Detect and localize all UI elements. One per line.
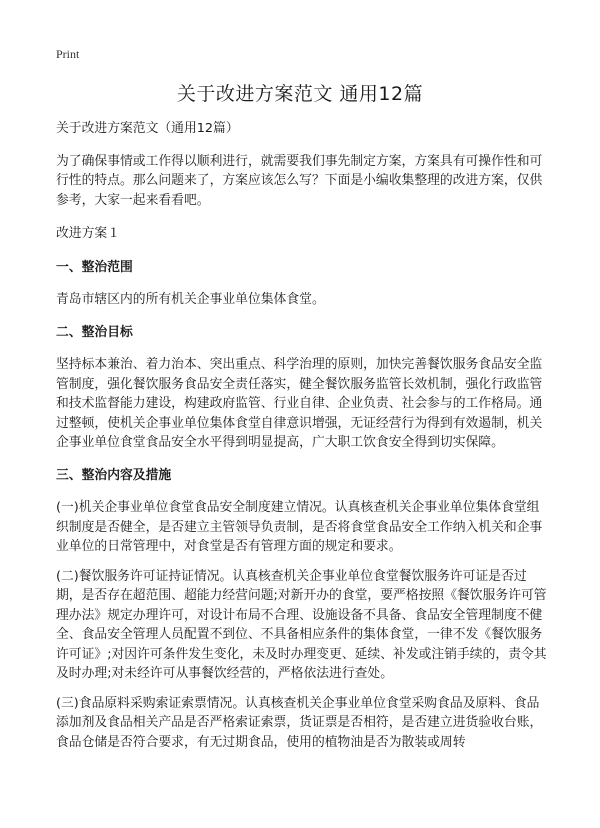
section-heading-scope: 一、整治范围 (56, 259, 133, 275)
section-text-scope: 青岛市辖区内的所有机关企事业单位集体食堂。 (56, 292, 325, 307)
page-title: 关于改进方案范文 通用12篇 (176, 83, 424, 105)
intro-paragraph: 为了确保事情或工作得以顺利进行，就需要我们事先制定方案，方案具有可操作性和可行性的特点。那么问题来了，方案应该怎么写？下面是小编收集整理的改进方案，仅供参考，大家一起来看看吧。 (56, 153, 543, 208)
section-heading-goals: 二、整治目标 (56, 324, 133, 340)
plan-heading: 改进方案１ (56, 226, 120, 241)
section-heading-measures: 三、整治内容及措施 (56, 467, 172, 483)
print-label: Print (56, 47, 80, 61)
document-subtitle: 关于改进方案范文（通用12篇） (56, 121, 239, 136)
document-body (56, 119, 548, 762)
measure-paragraph-1: (一)机关企事业单位食堂食品安全制度建立情况。认真核查机关企事业单位集体食堂组织制度是否健全，是否建立主管领导负责制，是否将食堂食品安全工作纳入机关和企事业单位的日常管理中，对食堂是否有管理方面的规定和要求。 (56, 500, 543, 554)
measure-paragraph-3: (三)食品原料采购索证索票情况。认真核查机关企事业单位食堂采购食品及原料、食品添加剂及食品相关产品是否严格索证索票，货证票是否相符，是否建立进货验收台账，食品仓储是否符合要求，有无过期食品，使用的植物油是否为散装或周转 (56, 695, 543, 750)
measure-paragraph-2: (二)餐饮服务许可证持证情况。认真核查机关企事业单位食堂餐饮服务许可证是否过期，是否存在超范围、超能力经营问题;对新开办的食堂，要严格按照《餐饮服务许可管理办法》规定办理许可，对设计布局不合理、设施设备不具备、食品安全管理制度不健全、食品安全管理人员配置不到位、不具备相应条件的集体食堂，一律不发《餐饮服务许可证》;对因许可条件发生变化，未及时办理变更、延续、补发或注销手续的，责令其及时办理;对未经许可从事餐饮经营的，严格依法进行查处。 (56, 568, 547, 681)
section-text-goals: 坚持标本兼治、着力治本、突出重点、科学治理的原则，加快完善餐饮服务食品安全监管制度，强化餐饮服务食品安全责任落实，健全餐饮服务监管长效机制，强化行政监管和技术监督能力建设，构建政府监管、行业自律、企业负责、社会参与的工作格局。通过整顿，使机关企事业单位集体食堂自律意识增强，无证经营行为得到有效遏制，机关企事业单位食堂食品安全水平得到明显提高，广大职工饮食安全得到切实保障。 (56, 357, 543, 450)
